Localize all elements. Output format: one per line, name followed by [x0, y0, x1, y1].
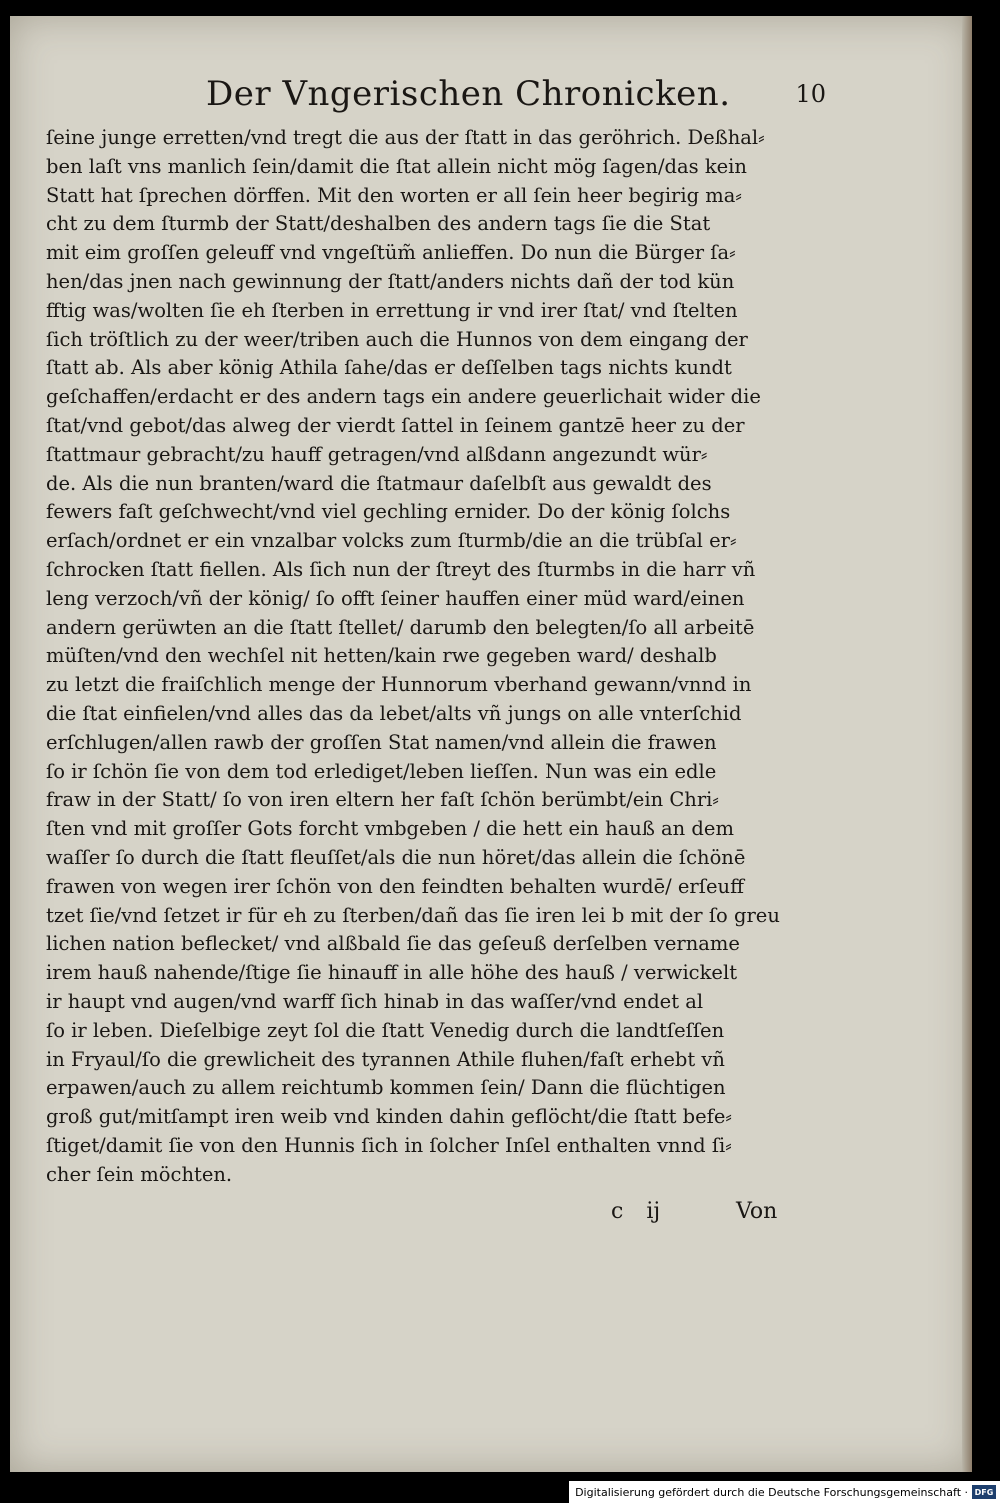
text-line: fftig was/wolten ſie eh ſterben in errettung ir vnd irer ſtat/ vnd ſtelten: [46, 298, 738, 322]
running-head: [46, 74, 826, 124]
text-line: ſo ir ſchön ſie von dem tod erlediget/leben lieſſen. Nun was ein edle: [46, 759, 717, 783]
text-line: fraw in der Statt/ ſo von iren eltern her faſt ſchön berümbt/ein Chri⸗: [46, 788, 719, 812]
text-line: müſten/vnd den wechſel nit hetten/kain rwe gegeben ward/ deshalb: [46, 644, 717, 668]
text-line: ſtattmaur gebracht/zu hauff getragen/vnd alßdann angezundt wür⸗: [46, 442, 708, 466]
credit-text: Digitalisierung gefördert durch die Deutsche Forschungsgemeinschaft ·: [575, 1485, 968, 1499]
text-line: lichen nation beflecket/ vnd alßbald ſie das geſeuß derſelben vername: [46, 932, 740, 956]
text-line: irem hauß nahende/ſtige ſie hinauff in alle höhe des hauß / verwickelt: [46, 961, 738, 985]
text-line: andern gerüwten an die ſtatt ſtellet/ darumb den belegten/ſo all arbeitē: [46, 615, 755, 639]
text-line: erſchlugen/allen rawb der groſſen Stat namen/vnd allein die frawen: [46, 730, 717, 754]
body-text: [46, 124, 816, 1189]
text-line: hen/das jnen nach gewinnung der ſtatt/anders nichts dañ der tod kün: [46, 269, 735, 293]
page-edge: [962, 16, 972, 1472]
text-line: ſchrocken ſtatt fiellen. Als ſich nun der ſtreyt des ſturmbs in die harr vñ: [46, 557, 756, 581]
folio-number: 10: [795, 80, 826, 108]
text-line: fewers faſt geſchwecht/vnd viel gechling ernider. Do der könig ſolchs: [46, 500, 731, 524]
text-line: in Fryaul/ſo die grewlicheit des tyrannen Athile fluhen/faſt erhebt vñ: [46, 1047, 725, 1071]
text-line: cht zu dem ſturmb der Statt/deshalben des andern tags ſie die Stat: [46, 212, 711, 236]
text-line: Statt hat ſprechen dörffen. Mit den worten er all ſein heer begirig ma⸗: [46, 183, 742, 207]
text-line: mit eim groſſen geleuff vnd vngeſtüm̃ anlieffen. Do nun die Bürger ſa⸗: [46, 241, 736, 265]
text-line: ſten vnd mit groſſer Gots forcht vmbgeben / die hett ein hauß an dem: [46, 817, 734, 841]
signature-mark: c ij: [611, 1199, 661, 1225]
text-line: frawen von wegen irer ſchön von den feindten behalten wurdē/ erſeuff: [46, 874, 744, 898]
text-line: ben laſt vns manlich ſein/damit die ſtat allein nicht mög ſagen/das kein: [46, 154, 747, 178]
text-line: ſo ir leben. Dieſelbige zeyt ſol die ſtatt Venedig durch die landtſeſſen: [46, 1018, 725, 1042]
text-line: ſtat/vnd gebot/das alweg der vierdt ſattel in ſeinem gantzē heer zu der: [46, 413, 745, 437]
text-line: leng verzoch/vñ der könig/ ſo offt ſeiner hauffen einer müd ward/einen: [46, 586, 745, 610]
text-line: ſtiget/damit ſie von den Hunnis ſich in ſolcher Inſel enthalten vnnd ſi⸗: [46, 1133, 732, 1157]
text-line: cher ſein möchten.: [46, 1162, 233, 1186]
text-line: ſich tröſtlich zu der weer/triben auch die Hunnos von dem eingang der: [46, 327, 748, 351]
text-line: groß gut/mitſampt iren weib vnd kinden dahin geflöcht/die ſtatt befe⸗: [46, 1105, 732, 1129]
running-head-title: Der Vngerischen Chronicken.: [206, 74, 731, 114]
text-line: tzet ſie/vnd ſetzet ir für eh zu ſterben/dañ das ſie iren lei b mit der ſo greu: [46, 903, 780, 927]
dfg-logo-icon: DFG: [972, 1485, 996, 1499]
text-line: waſſer ſo durch die ſtatt fleuſſet/als die nun höret/das allein die ſchönē: [46, 845, 746, 869]
text-line: erpawen/auch zu allem reichtumb kommen ſein/ Dann die flüchtigen: [46, 1076, 726, 1100]
text-line: ſeine junge erretten/vnd tregt die aus der ſtatt in das geröhrich. Deßhal⸗: [46, 126, 765, 149]
text-line: ir haupt vnd augen/vnd warff ſich hinab in das waſſer/vnd endet al: [46, 989, 704, 1013]
page-footer: [46, 1195, 816, 1235]
dfg-credit-bar: [569, 1481, 1000, 1503]
text-line: die ſtat einfielen/vnd alles das da lebet/alts vñ jungs on alle vnterſchid: [46, 701, 742, 725]
text-line: de. Als die nun branten/ward die ſtatmaur daſelbſt aus gewaldt des: [46, 471, 712, 495]
text-block: [46, 74, 826, 1235]
text-line: zu letzt die fraiſchlich menge der Hunnorum vberhand gewann/vnnd in: [46, 673, 752, 697]
text-line: erſach/ordnet er ein vnzalbar volcks zum ſturmb/die an die trübſal er⸗: [46, 529, 737, 553]
text-line: geſchaffen/erdacht er des andern tags ein andere geuerlichait wider die: [46, 385, 761, 409]
book-page: [10, 16, 972, 1472]
text-line: ſtatt ab. Als aber könig Athila ſahe/das er deſſelben tags nichts kundt: [46, 356, 732, 380]
catchword: Von: [736, 1199, 778, 1225]
